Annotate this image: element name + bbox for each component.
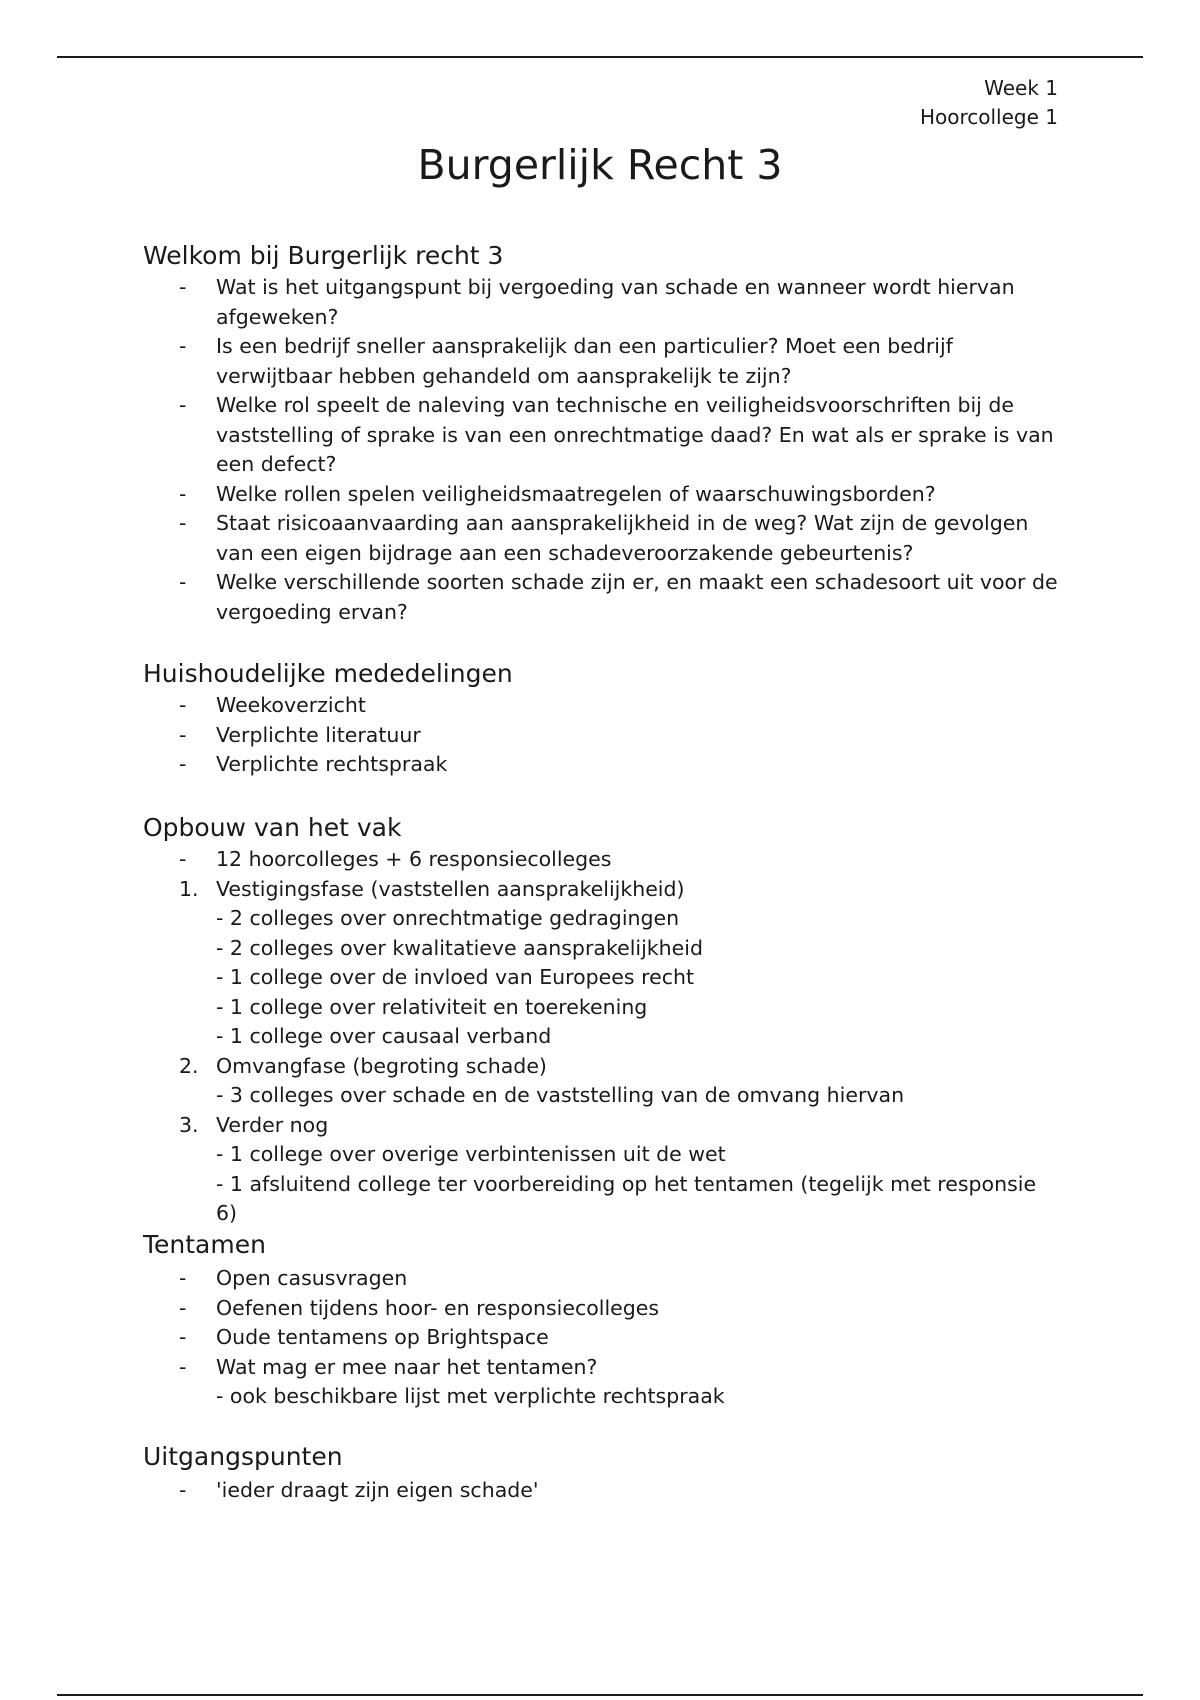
phase-item: 2. Omvangfase (begroting schade) - 3 colleges over schade en de vaststelling van de omvang hiervan	[179, 1053, 905, 1107]
list-item: - 12 hoorcolleges + 6 responsiecolleges	[179, 847, 612, 871]
list-item: - Open casusvragen	[179, 1266, 408, 1290]
list-item: - Verplichte rechtspraak	[179, 752, 448, 776]
list-item: - Wat mag er mee naar het tentamen? - ook beschikbare lijst met verplichte rechtspraak	[179, 1354, 725, 1408]
section-title-huishoudelijk: Huishoudelijke mededelingen	[143, 659, 513, 688]
page-title: Burgerlijk Recht 3	[417, 141, 783, 189]
section-title-welkom: Welkom bij Burgerlijk recht 3	[143, 241, 504, 270]
header-meta	[920, 74, 1058, 132]
list-item: - Welke verschillende soorten schade zijn er, en maakt een schadesoort uit voor de vergoeding ervan?	[179, 570, 1058, 624]
list-item: - Verplichte literatuur	[179, 722, 421, 747]
list-item: - Welke rol speelt de naleving van technische en veiligheidsvoorschriften bij de vaststelling of sprake is van een onrechtmatige daad? En wat als er sprake is van een defect?	[179, 393, 1054, 476]
phase-item: 3. Verder nog - 1 college over overige verbintenissen uit de wet - 1 afsluitend college ter voorbereiding op het tentamen (tegelijk met responsie 6)	[179, 1112, 1037, 1225]
week-label: Week 1	[984, 76, 1058, 100]
opbouw-list	[143, 845, 1063, 1229]
welkom-list	[143, 273, 1063, 627]
tentamen-list	[143, 1264, 1063, 1412]
bottom-rule	[57, 1694, 1143, 1696]
phase-item: 1. Vestigingsfase (vaststellen aansprakelijkheid) - 2 colleges over onrechtmatige gedragingen - 2 colleges over kwalitatieve aansprakelijkheid - 1 college over de invloed van Europees recht - 1 college over relativiteit en toerekening - 1 college over causaal verband	[179, 876, 703, 1048]
list-item: - Is een bedrijf sneller aansprakelijk dan een particulier? Moet een bedrijf verwijtbaar hebben gehandeld om aansprakelijk te zijn?	[179, 334, 953, 388]
uitgangspunten-list	[143, 1476, 1063, 1506]
huishoudelijk-list	[143, 691, 1063, 780]
lecture-label: Hoorcollege 1	[919, 105, 1058, 129]
list-item: - 'ieder draagt zijn eigen schade'	[179, 1478, 539, 1502]
list-item: - Oude tentamens op Brightspace	[179, 1325, 549, 1349]
list-item: - Staat risicoaanvaarding aan aansprakelijkheid in de weg? Wat zijn de gevolgen van een eigen bijdrage aan een schadeveroorzakende gebeurtenis?	[179, 511, 1029, 565]
list-item: - Oefenen tijdens hoor- en responsiecolleges	[179, 1295, 660, 1320]
list-item: - Wat is het uitgangspunt bij vergoeding van schade en wanneer wordt hiervan afgeweken?	[179, 275, 1015, 329]
section-title-tentamen: Tentamen	[143, 1230, 266, 1259]
list-item: - Welke rollen spelen veiligheidsmaatregelen of waarschuwingsborden?	[179, 481, 936, 506]
top-rule	[57, 56, 1143, 58]
list-item: - Weekoverzicht	[179, 693, 366, 717]
section-title-uitgangspunten: Uitgangspunten	[143, 1442, 343, 1471]
section-title-opbouw: Opbouw van het vak	[143, 813, 402, 842]
